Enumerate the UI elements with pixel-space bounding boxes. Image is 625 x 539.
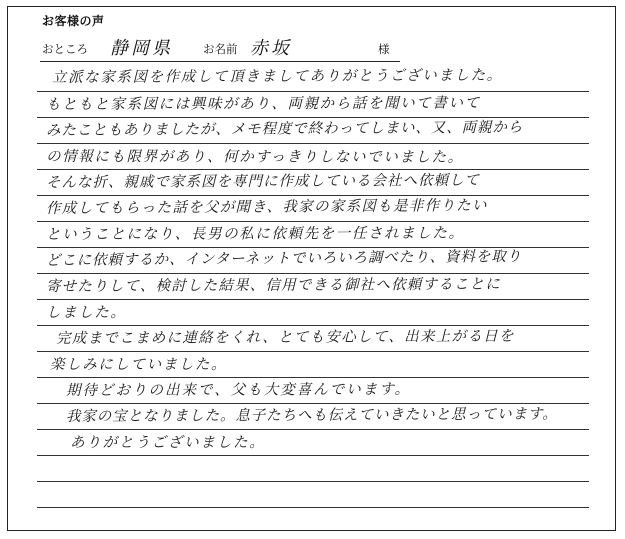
ruled-line [37, 507, 589, 508]
handwritten-line: 寄せたりして、検討した結果、信用できる御社へ依頼することに [45, 276, 502, 295]
handwritten-line: 我家の宝となりました。息子たちへも伝えていきたいと思っています。 [65, 406, 558, 425]
ruled-line [37, 299, 589, 300]
ruled-line [37, 481, 589, 482]
name-value: 赤坂 [250, 38, 292, 59]
handwritten-line: そんな折、親戚で家系図を専門に作成している会社へ依頼して [45, 172, 480, 192]
handwritten-line: 楽しみにしていました。 [50, 357, 228, 373]
handwritten-line: 作成してもらった話を父が聞き、我家の家系図も是非作りたい [45, 197, 488, 218]
handwritten-line: 期待どおりの出来で、父も大変喜んでいます。 [65, 381, 412, 399]
ruled-line [37, 351, 589, 352]
handwritten-line: の情報にも限界があり、何かすっきりしないでいました。 [46, 149, 464, 166]
ruled-line [37, 455, 589, 456]
ruled-line [37, 429, 589, 430]
form-title: お客様の声 [42, 14, 105, 28]
handwritten-line: どこに依頼するか、インターネットでいろいろ調べたり、資料を取り [45, 248, 523, 270]
handwritten-line: 完成までこまめに連絡をくれ、とても安心して、出来上がる日を [55, 328, 515, 347]
handwritten-line: ということになり、長男の私に依頼先を一任されました。 [45, 225, 465, 243]
handwritten-line: 立派な家系図を作成して頂きましてありがとうございました。 [51, 67, 503, 87]
meta-underline [40, 61, 400, 62]
handwritten-line: もともと家系図には興味があり、両親から話を聞いて書いて [45, 95, 481, 114]
name-label: お名前 [203, 42, 238, 56]
ruled-line [37, 143, 589, 144]
area-label: おところ [42, 42, 88, 56]
area-value: 静岡県 [110, 38, 173, 59]
handwritten-line: みたこともありましたが、メモ程度で終わってしまい、又、両親から [45, 119, 524, 140]
handwritten-line: しました。 [46, 305, 127, 321]
honorific: 様 [378, 42, 390, 56]
handwritten-line: ありがとうございました。 [70, 435, 266, 451]
